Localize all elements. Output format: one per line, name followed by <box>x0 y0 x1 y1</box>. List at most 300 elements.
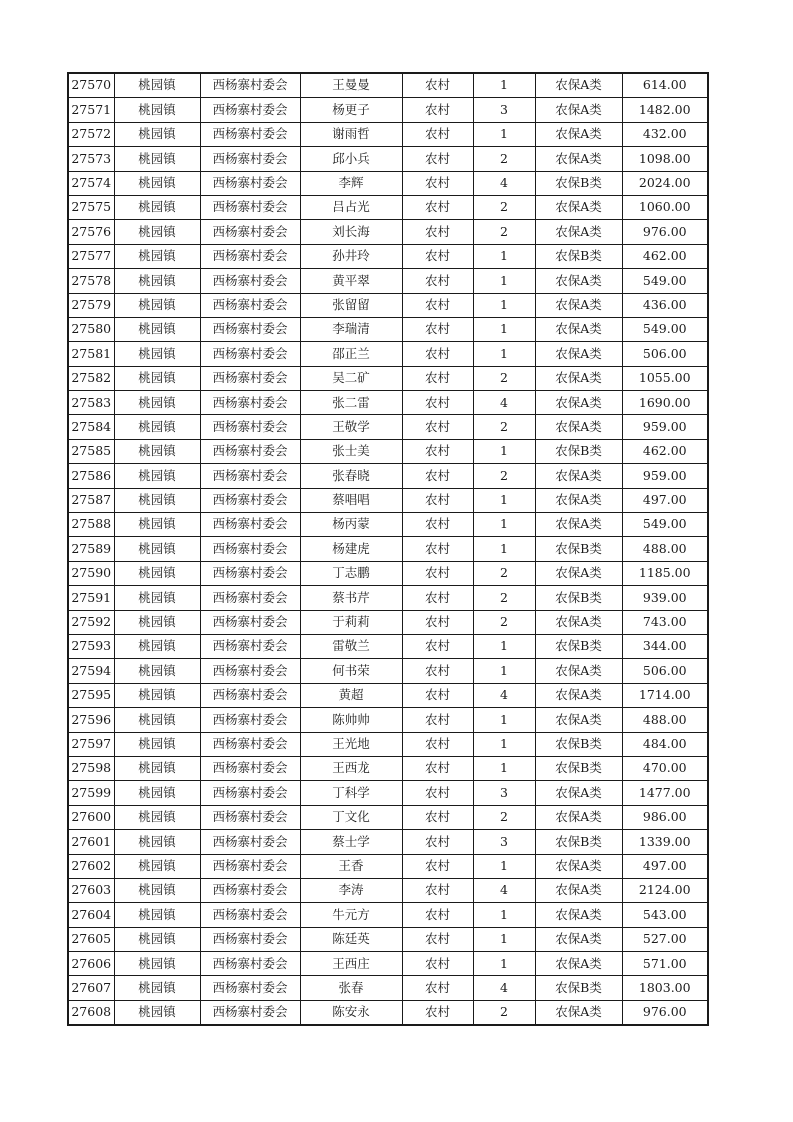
household-type-cell: 农村 <box>402 1000 473 1025</box>
insurance-category-cell: 农保B类 <box>535 244 622 268</box>
town-cell: 桃园镇 <box>114 513 200 537</box>
name-cell: 张二雷 <box>300 391 402 415</box>
household-type-cell: 农村 <box>402 756 473 780</box>
household-type-cell: 农村 <box>402 269 473 293</box>
table-row <box>68 537 708 561</box>
amount-cell: 2024.00 <box>622 171 708 195</box>
member-count-cell: 2 <box>473 586 535 610</box>
member-count-cell: 4 <box>473 683 535 707</box>
amount-cell: 1477.00 <box>622 781 708 805</box>
town-cell: 桃园镇 <box>114 878 200 902</box>
village-cell: 西杨寨村委会 <box>200 73 300 98</box>
member-count-cell: 2 <box>473 610 535 634</box>
name-cell: 雷敬兰 <box>300 634 402 658</box>
town-cell: 桃园镇 <box>114 464 200 488</box>
village-cell: 西杨寨村委会 <box>200 903 300 927</box>
name-cell: 张春 <box>300 976 402 1000</box>
table-row <box>68 513 708 537</box>
village-cell: 西杨寨村委会 <box>200 195 300 219</box>
insurance-category-cell: 农保B类 <box>535 732 622 756</box>
row-id-cell: 27589 <box>68 537 114 561</box>
name-cell: 张士美 <box>300 439 402 463</box>
amount-cell: 488.00 <box>622 708 708 732</box>
name-cell: 蔡士学 <box>300 830 402 854</box>
member-count-cell: 2 <box>473 147 535 171</box>
table-row <box>68 830 708 854</box>
insurance-category-cell: 农保A类 <box>535 366 622 390</box>
insurance-category-cell: 农保A类 <box>535 317 622 341</box>
town-cell: 桃园镇 <box>114 732 200 756</box>
row-id-cell: 27573 <box>68 147 114 171</box>
row-id-cell: 27606 <box>68 952 114 976</box>
amount-cell: 571.00 <box>622 952 708 976</box>
household-type-cell: 农村 <box>402 366 473 390</box>
household-type-cell: 农村 <box>402 976 473 1000</box>
table-row <box>68 439 708 463</box>
insurance-category-cell: 农保A类 <box>535 73 622 98</box>
household-type-cell: 农村 <box>402 586 473 610</box>
insurance-category-cell: 农保B类 <box>535 171 622 195</box>
amount-cell: 543.00 <box>622 903 708 927</box>
village-cell: 西杨寨村委会 <box>200 220 300 244</box>
amount-cell: 462.00 <box>622 244 708 268</box>
insurance-category-cell: 农保A类 <box>535 708 622 732</box>
row-id-cell: 27582 <box>68 366 114 390</box>
insurance-category-cell: 农保B类 <box>535 634 622 658</box>
amount-cell: 549.00 <box>622 513 708 537</box>
insurance-category-cell: 农保A类 <box>535 513 622 537</box>
village-cell: 西杨寨村委会 <box>200 634 300 658</box>
row-id-cell: 27575 <box>68 195 114 219</box>
name-cell: 吴二矿 <box>300 366 402 390</box>
amount-cell: 959.00 <box>622 415 708 439</box>
name-cell: 牛元方 <box>300 903 402 927</box>
name-cell: 丁科学 <box>300 781 402 805</box>
household-type-cell: 农村 <box>402 220 473 244</box>
insurance-category-cell: 农保A类 <box>535 98 622 122</box>
town-cell: 桃园镇 <box>114 439 200 463</box>
village-cell: 西杨寨村委会 <box>200 586 300 610</box>
town-cell: 桃园镇 <box>114 805 200 829</box>
amount-cell: 976.00 <box>622 220 708 244</box>
insurance-category-cell: 农保A类 <box>535 854 622 878</box>
village-cell: 西杨寨村委会 <box>200 537 300 561</box>
row-id-cell: 27572 <box>68 122 114 146</box>
village-cell: 西杨寨村委会 <box>200 464 300 488</box>
insurance-category-cell: 农保A类 <box>535 1000 622 1025</box>
row-id-cell: 27578 <box>68 269 114 293</box>
insurance-category-cell: 农保A类 <box>535 391 622 415</box>
amount-cell: 1690.00 <box>622 391 708 415</box>
village-cell: 西杨寨村委会 <box>200 171 300 195</box>
village-cell: 西杨寨村委会 <box>200 976 300 1000</box>
name-cell: 李涛 <box>300 878 402 902</box>
village-cell: 西杨寨村委会 <box>200 122 300 146</box>
insurance-category-cell: 农保A类 <box>535 903 622 927</box>
amount-cell: 939.00 <box>622 586 708 610</box>
row-id-cell: 27574 <box>68 171 114 195</box>
name-cell: 于莉莉 <box>300 610 402 634</box>
name-cell: 张留留 <box>300 293 402 317</box>
village-cell: 西杨寨村委会 <box>200 683 300 707</box>
insurance-category-cell: 农保B类 <box>535 439 622 463</box>
household-type-cell: 农村 <box>402 708 473 732</box>
town-cell: 桃园镇 <box>114 488 200 512</box>
member-count-cell: 1 <box>473 122 535 146</box>
name-cell: 刘长海 <box>300 220 402 244</box>
town-cell: 桃园镇 <box>114 171 200 195</box>
row-id-cell: 27576 <box>68 220 114 244</box>
subsidy-roster-table <box>67 72 709 1026</box>
name-cell: 李瑞清 <box>300 317 402 341</box>
row-id-cell: 27601 <box>68 830 114 854</box>
row-id-cell: 27605 <box>68 927 114 951</box>
member-count-cell: 1 <box>473 244 535 268</box>
member-count-cell: 1 <box>473 293 535 317</box>
row-id-cell: 27593 <box>68 634 114 658</box>
household-type-cell: 农村 <box>402 171 473 195</box>
insurance-category-cell: 农保A类 <box>535 878 622 902</box>
insurance-category-cell: 农保A类 <box>535 952 622 976</box>
table-row <box>68 220 708 244</box>
table-row <box>68 756 708 780</box>
amount-cell: 549.00 <box>622 317 708 341</box>
member-count-cell: 1 <box>473 342 535 366</box>
town-cell: 桃园镇 <box>114 952 200 976</box>
table-row <box>68 488 708 512</box>
village-cell: 西杨寨村委会 <box>200 756 300 780</box>
name-cell: 陈帅帅 <box>300 708 402 732</box>
member-count-cell: 1 <box>473 659 535 683</box>
amount-cell: 743.00 <box>622 610 708 634</box>
amount-cell: 1055.00 <box>622 366 708 390</box>
name-cell: 孙井玲 <box>300 244 402 268</box>
name-cell: 丁文化 <box>300 805 402 829</box>
roster-body <box>68 73 708 1025</box>
household-type-cell: 农村 <box>402 952 473 976</box>
row-id-cell: 27598 <box>68 756 114 780</box>
member-count-cell: 1 <box>473 903 535 927</box>
amount-cell: 527.00 <box>622 927 708 951</box>
insurance-category-cell: 农保B类 <box>535 586 622 610</box>
household-type-cell: 农村 <box>402 391 473 415</box>
town-cell: 桃园镇 <box>114 293 200 317</box>
table-row <box>68 903 708 927</box>
member-count-cell: 1 <box>473 317 535 341</box>
name-cell: 黄平翠 <box>300 269 402 293</box>
village-cell: 西杨寨村委会 <box>200 561 300 585</box>
row-id-cell: 27604 <box>68 903 114 927</box>
household-type-cell: 农村 <box>402 147 473 171</box>
member-count-cell: 3 <box>473 830 535 854</box>
amount-cell: 488.00 <box>622 537 708 561</box>
name-cell: 谢雨哲 <box>300 122 402 146</box>
insurance-category-cell: 农保B类 <box>535 537 622 561</box>
member-count-cell: 1 <box>473 854 535 878</box>
table-row <box>68 610 708 634</box>
town-cell: 桃园镇 <box>114 269 200 293</box>
insurance-category-cell: 农保A类 <box>535 488 622 512</box>
insurance-category-cell: 农保A类 <box>535 269 622 293</box>
row-id-cell: 27579 <box>68 293 114 317</box>
table-row <box>68 317 708 341</box>
name-cell: 何书荣 <box>300 659 402 683</box>
member-count-cell: 1 <box>473 513 535 537</box>
member-count-cell: 2 <box>473 220 535 244</box>
village-cell: 西杨寨村委会 <box>200 98 300 122</box>
household-type-cell: 农村 <box>402 464 473 488</box>
name-cell: 王曼曼 <box>300 73 402 98</box>
town-cell: 桃园镇 <box>114 342 200 366</box>
household-type-cell: 农村 <box>402 927 473 951</box>
row-id-cell: 27608 <box>68 1000 114 1025</box>
household-type-cell: 农村 <box>402 830 473 854</box>
amount-cell: 1060.00 <box>622 195 708 219</box>
town-cell: 桃园镇 <box>114 756 200 780</box>
table-row <box>68 293 708 317</box>
name-cell: 邱小兵 <box>300 147 402 171</box>
amount-cell: 462.00 <box>622 439 708 463</box>
amount-cell: 1185.00 <box>622 561 708 585</box>
member-count-cell: 4 <box>473 391 535 415</box>
household-type-cell: 农村 <box>402 73 473 98</box>
village-cell: 西杨寨村委会 <box>200 854 300 878</box>
village-cell: 西杨寨村委会 <box>200 147 300 171</box>
member-count-cell: 2 <box>473 464 535 488</box>
household-type-cell: 农村 <box>402 488 473 512</box>
household-type-cell: 农村 <box>402 537 473 561</box>
row-id-cell: 27602 <box>68 854 114 878</box>
row-id-cell: 27588 <box>68 513 114 537</box>
table-row <box>68 976 708 1000</box>
row-id-cell: 27586 <box>68 464 114 488</box>
insurance-category-cell: 农保A类 <box>535 561 622 585</box>
row-id-cell: 27599 <box>68 781 114 805</box>
table-row <box>68 391 708 415</box>
member-count-cell: 2 <box>473 195 535 219</box>
amount-cell: 484.00 <box>622 732 708 756</box>
table-row <box>68 708 708 732</box>
table-row <box>68 561 708 585</box>
household-type-cell: 农村 <box>402 659 473 683</box>
table-row <box>68 952 708 976</box>
name-cell: 吕占光 <box>300 195 402 219</box>
table-row <box>68 781 708 805</box>
insurance-category-cell: 农保A类 <box>535 781 622 805</box>
member-count-cell: 1 <box>473 537 535 561</box>
town-cell: 桃园镇 <box>114 317 200 341</box>
amount-cell: 506.00 <box>622 342 708 366</box>
village-cell: 西杨寨村委会 <box>200 366 300 390</box>
village-cell: 西杨寨村委会 <box>200 659 300 683</box>
row-id-cell: 27581 <box>68 342 114 366</box>
amount-cell: 549.00 <box>622 269 708 293</box>
village-cell: 西杨寨村委会 <box>200 513 300 537</box>
village-cell: 西杨寨村委会 <box>200 488 300 512</box>
town-cell: 桃园镇 <box>114 537 200 561</box>
row-id-cell: 27571 <box>68 98 114 122</box>
household-type-cell: 农村 <box>402 98 473 122</box>
member-count-cell: 4 <box>473 171 535 195</box>
insurance-category-cell: 农保B类 <box>535 756 622 780</box>
village-cell: 西杨寨村委会 <box>200 781 300 805</box>
household-type-cell: 农村 <box>402 732 473 756</box>
member-count-cell: 2 <box>473 561 535 585</box>
member-count-cell: 1 <box>473 73 535 98</box>
member-count-cell: 1 <box>473 708 535 732</box>
insurance-category-cell: 农保A类 <box>535 195 622 219</box>
household-type-cell: 农村 <box>402 244 473 268</box>
insurance-category-cell: 农保A类 <box>535 927 622 951</box>
row-id-cell: 27607 <box>68 976 114 1000</box>
town-cell: 桃园镇 <box>114 854 200 878</box>
name-cell: 李辉 <box>300 171 402 195</box>
village-cell: 西杨寨村委会 <box>200 878 300 902</box>
insurance-category-cell: 农保A类 <box>535 122 622 146</box>
town-cell: 桃园镇 <box>114 903 200 927</box>
amount-cell: 470.00 <box>622 756 708 780</box>
row-id-cell: 27584 <box>68 415 114 439</box>
village-cell: 西杨寨村委会 <box>200 732 300 756</box>
town-cell: 桃园镇 <box>114 195 200 219</box>
town-cell: 桃园镇 <box>114 391 200 415</box>
table-row <box>68 927 708 951</box>
table-row <box>68 415 708 439</box>
name-cell: 王光地 <box>300 732 402 756</box>
village-cell: 西杨寨村委会 <box>200 415 300 439</box>
household-type-cell: 农村 <box>402 903 473 927</box>
household-type-cell: 农村 <box>402 195 473 219</box>
town-cell: 桃园镇 <box>114 415 200 439</box>
town-cell: 桃园镇 <box>114 708 200 732</box>
insurance-category-cell: 农保A类 <box>535 415 622 439</box>
household-type-cell: 农村 <box>402 683 473 707</box>
member-count-cell: 2 <box>473 415 535 439</box>
table-row <box>68 634 708 658</box>
table-row <box>68 1000 708 1025</box>
row-id-cell: 27580 <box>68 317 114 341</box>
row-id-cell: 27590 <box>68 561 114 585</box>
village-cell: 西杨寨村委会 <box>200 293 300 317</box>
row-id-cell: 27594 <box>68 659 114 683</box>
name-cell: 邵正兰 <box>300 342 402 366</box>
name-cell: 杨丙蒙 <box>300 513 402 537</box>
table-row <box>68 98 708 122</box>
name-cell: 王西龙 <box>300 756 402 780</box>
town-cell: 桃园镇 <box>114 147 200 171</box>
name-cell: 陈廷英 <box>300 927 402 951</box>
town-cell: 桃园镇 <box>114 927 200 951</box>
row-id-cell: 27595 <box>68 683 114 707</box>
amount-cell: 1098.00 <box>622 147 708 171</box>
insurance-category-cell: 农保B类 <box>535 976 622 1000</box>
insurance-category-cell: 农保A类 <box>535 683 622 707</box>
row-id-cell: 27583 <box>68 391 114 415</box>
table-row <box>68 683 708 707</box>
table-row <box>68 195 708 219</box>
row-id-cell: 27592 <box>68 610 114 634</box>
town-cell: 桃园镇 <box>114 73 200 98</box>
table-row <box>68 586 708 610</box>
member-count-cell: 2 <box>473 1000 535 1025</box>
village-cell: 西杨寨村委会 <box>200 244 300 268</box>
row-id-cell: 27587 <box>68 488 114 512</box>
household-type-cell: 农村 <box>402 610 473 634</box>
table-row <box>68 659 708 683</box>
town-cell: 桃园镇 <box>114 244 200 268</box>
village-cell: 西杨寨村委会 <box>200 708 300 732</box>
town-cell: 桃园镇 <box>114 122 200 146</box>
town-cell: 桃园镇 <box>114 781 200 805</box>
name-cell: 王敬学 <box>300 415 402 439</box>
row-id-cell: 27603 <box>68 878 114 902</box>
table-row <box>68 171 708 195</box>
town-cell: 桃园镇 <box>114 366 200 390</box>
row-id-cell: 27600 <box>68 805 114 829</box>
household-type-cell: 农村 <box>402 317 473 341</box>
insurance-category-cell: 农保A类 <box>535 342 622 366</box>
insurance-category-cell: 农保B类 <box>535 830 622 854</box>
town-cell: 桃园镇 <box>114 610 200 634</box>
table-row <box>68 269 708 293</box>
name-cell: 杨建虎 <box>300 537 402 561</box>
village-cell: 西杨寨村委会 <box>200 952 300 976</box>
village-cell: 西杨寨村委会 <box>200 439 300 463</box>
row-id-cell: 27596 <box>68 708 114 732</box>
household-type-cell: 农村 <box>402 781 473 805</box>
amount-cell: 1714.00 <box>622 683 708 707</box>
member-count-cell: 2 <box>473 805 535 829</box>
name-cell: 张春晓 <box>300 464 402 488</box>
table-row <box>68 805 708 829</box>
village-cell: 西杨寨村委会 <box>200 830 300 854</box>
household-type-cell: 农村 <box>402 415 473 439</box>
amount-cell: 959.00 <box>622 464 708 488</box>
town-cell: 桃园镇 <box>114 586 200 610</box>
village-cell: 西杨寨村委会 <box>200 391 300 415</box>
member-count-cell: 1 <box>473 952 535 976</box>
member-count-cell: 1 <box>473 634 535 658</box>
town-cell: 桃园镇 <box>114 98 200 122</box>
member-count-cell: 2 <box>473 366 535 390</box>
member-count-cell: 1 <box>473 488 535 512</box>
insurance-category-cell: 农保A类 <box>535 610 622 634</box>
insurance-category-cell: 农保A类 <box>535 147 622 171</box>
town-cell: 桃园镇 <box>114 683 200 707</box>
name-cell: 王西庄 <box>300 952 402 976</box>
table-row <box>68 854 708 878</box>
town-cell: 桃园镇 <box>114 830 200 854</box>
amount-cell: 2124.00 <box>622 878 708 902</box>
row-id-cell: 27585 <box>68 439 114 463</box>
village-cell: 西杨寨村委会 <box>200 927 300 951</box>
household-type-cell: 农村 <box>402 634 473 658</box>
table-row <box>68 147 708 171</box>
member-count-cell: 1 <box>473 756 535 780</box>
household-type-cell: 农村 <box>402 439 473 463</box>
town-cell: 桃园镇 <box>114 634 200 658</box>
name-cell: 蔡书芹 <box>300 586 402 610</box>
row-id-cell: 27597 <box>68 732 114 756</box>
insurance-category-cell: 农保A类 <box>535 805 622 829</box>
name-cell: 黄超 <box>300 683 402 707</box>
insurance-category-cell: 农保A类 <box>535 220 622 244</box>
amount-cell: 1482.00 <box>622 98 708 122</box>
name-cell: 杨更子 <box>300 98 402 122</box>
table-row <box>68 366 708 390</box>
member-count-cell: 3 <box>473 98 535 122</box>
household-type-cell: 农村 <box>402 293 473 317</box>
